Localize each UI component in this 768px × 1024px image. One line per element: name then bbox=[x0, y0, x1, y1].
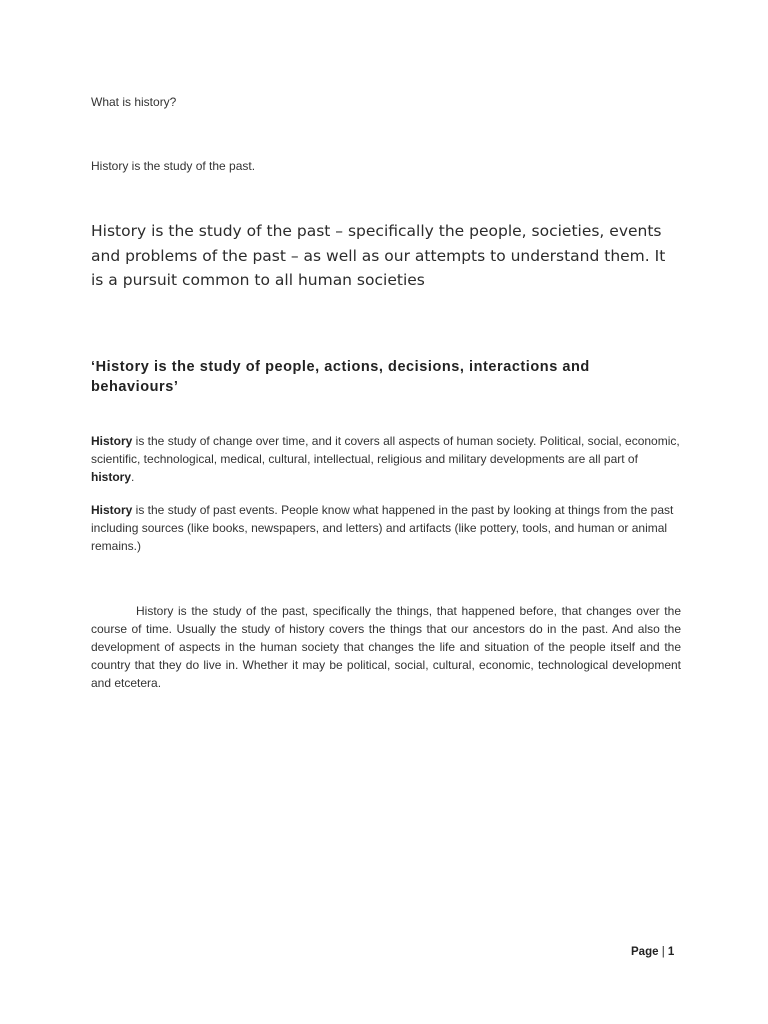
para2-bold-lead: History bbox=[91, 503, 133, 517]
para1-period: . bbox=[131, 470, 135, 484]
para2-text: is the study of past events. People know what happened in the past by looking at things from the past including sources (like books, newspapers, and letters) and artifacts (like pottery, tools, and human or animal remains.) bbox=[91, 503, 674, 553]
quote-heading: ‘History is the study of people, actions, decisions, interactions and behaviours’ bbox=[91, 359, 590, 395]
paragraph-past-events bbox=[91, 501, 681, 555]
para1-text: is the study of change over time, and it covers all aspects of human society. Political, social, economic, scientific, technological, medical, cultural, intellectual, religious and military developments are all part of bbox=[91, 434, 680, 466]
para1-bold-lead: History bbox=[91, 434, 133, 448]
para1-bold-end: history bbox=[91, 470, 132, 484]
page-number: 1 bbox=[667, 946, 675, 958]
large-definition: History is the study of the past – specifically the people, societies, events and problems of the past – as well as our attempts to understand them. It is a pursuit common to all human societies bbox=[91, 222, 666, 289]
footer-separator: | bbox=[658, 946, 668, 958]
paragraph-indented: History is the study of the past, specifically the things, that happened before, that changes over the course of time. Usually the study of history covers the things that our ancestors do in the past. And also the development of aspects in the human society that changes the life and situation of the people itself and the country that they do live in. Whether it may be political, social, cultural, economic, technological development and etcetera. bbox=[91, 604, 681, 690]
paragraph-change-over-time bbox=[91, 432, 681, 486]
short-definition: History is the study of the past. bbox=[91, 159, 256, 173]
footer-label: Page bbox=[631, 946, 659, 958]
question-heading: What is history? bbox=[91, 95, 177, 109]
page-footer bbox=[631, 944, 681, 960]
